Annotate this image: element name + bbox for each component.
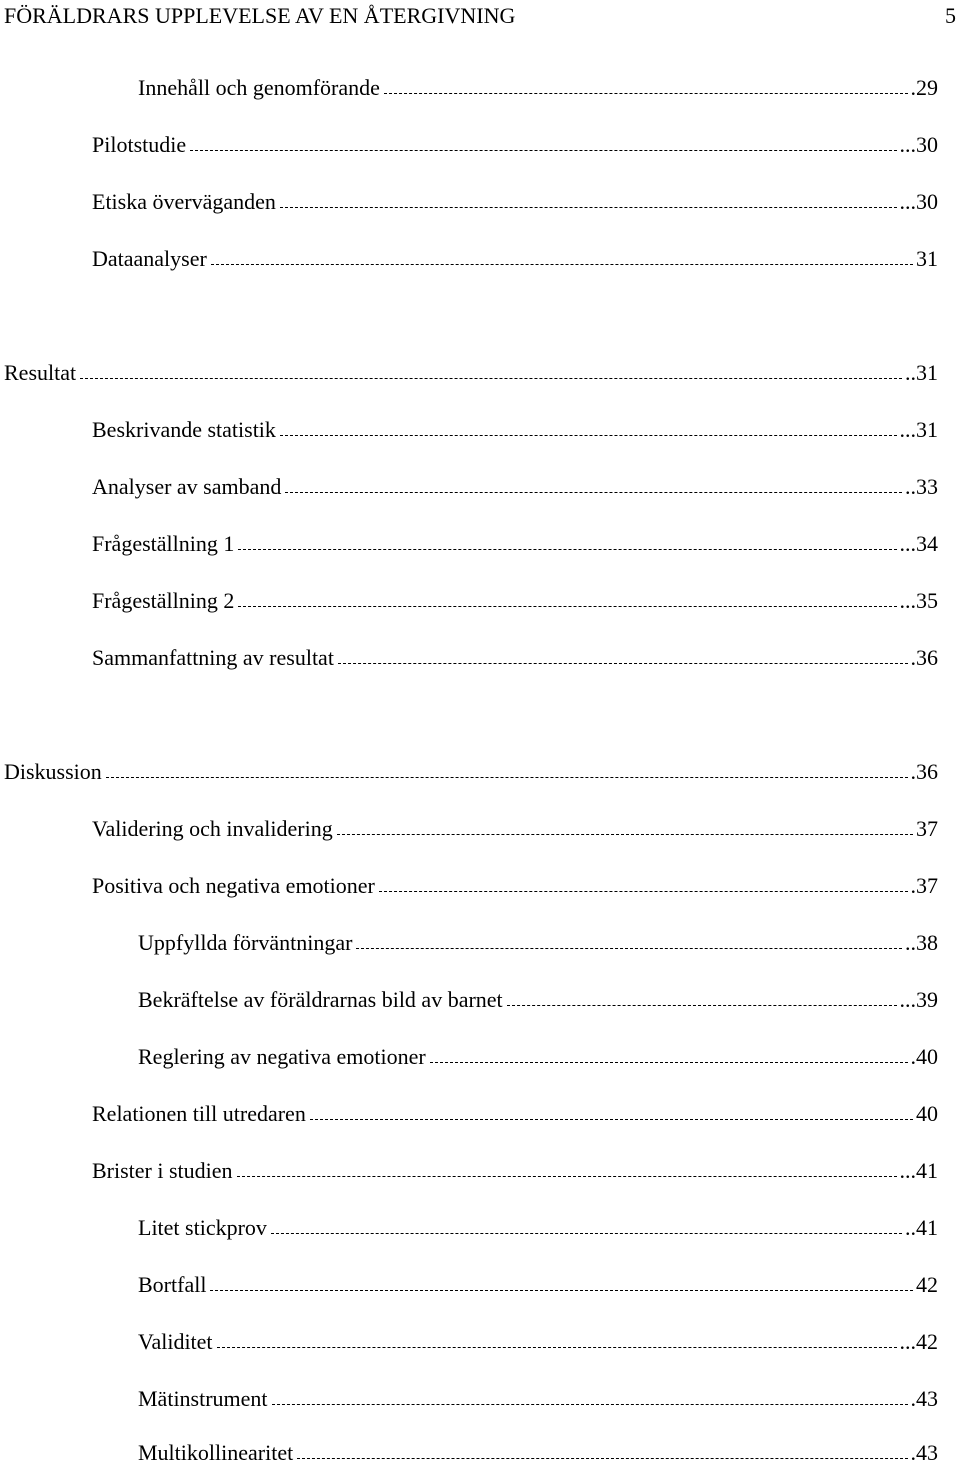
toc-entry-title: Litet stickprov	[138, 1215, 267, 1240]
toc-entry-title: Beskrivande statistik	[92, 417, 276, 442]
toc-entry-title: Validitet	[138, 1329, 213, 1354]
toc-entry	[138, 1327, 938, 1357]
toc-entry	[4, 757, 938, 787]
toc-entry-title: Frågeställning 2	[92, 588, 235, 613]
toc-entry-title: Diskussion	[4, 759, 102, 784]
toc-entry-title: Frågeställning 1	[92, 531, 235, 556]
toc-entry	[138, 985, 938, 1015]
dot-leader	[80, 378, 902, 379]
dot-leader	[337, 834, 913, 835]
page-number: 5	[945, 3, 956, 28]
toc-entry-title: Positiva och negativa emotioner	[92, 873, 375, 898]
toc-entry	[4, 358, 938, 388]
toc-entry	[138, 1270, 938, 1300]
toc-entry-title: Validering och invalidering	[92, 816, 333, 841]
toc-entry	[138, 73, 938, 103]
toc-entry	[138, 1438, 938, 1468]
toc-entry	[138, 1042, 938, 1072]
toc-entry-page: ...30	[899, 189, 938, 214]
toc-entry	[92, 529, 938, 559]
toc-entry-page: .37	[910, 873, 938, 898]
toc-entry-title: Pilotstudie	[92, 132, 187, 157]
toc-entry	[138, 1384, 938, 1414]
toc-entry-title: Bekräftelse av föräldrarnas bild av barnet	[138, 987, 503, 1012]
dot-leader	[190, 150, 896, 151]
toc-entry-title: Brister i studien	[92, 1158, 233, 1183]
toc-entry-title: Uppfyllda förväntningar	[138, 930, 353, 955]
toc-entry-title: Resultat	[4, 360, 77, 385]
toc-entry	[92, 472, 938, 502]
toc-entry-page: .43	[910, 1386, 938, 1411]
dot-leader	[430, 1062, 908, 1063]
toc-entry	[138, 928, 938, 958]
toc-entry-title: Relationen till utredaren	[92, 1101, 306, 1126]
toc-entry-title: Dataanalyser	[92, 246, 207, 271]
toc-entry	[92, 1099, 938, 1129]
toc-entry-page: ...34	[899, 531, 938, 556]
toc-entry-page: ...30	[899, 132, 938, 157]
dot-leader	[310, 1119, 913, 1120]
toc-entry-page: .36	[910, 759, 938, 784]
toc-entry	[138, 1213, 938, 1243]
dot-leader	[210, 1290, 913, 1291]
toc-entry-title: Etiska överväganden	[92, 189, 276, 214]
toc-entry-title: Innehåll och genomförande	[138, 75, 380, 100]
toc-entry-page: ...35	[899, 588, 938, 613]
dot-leader	[297, 1458, 907, 1459]
toc-entry	[92, 814, 938, 844]
toc-entry-page: 31	[916, 246, 938, 271]
toc-entry-page: .29	[910, 75, 938, 100]
dot-leader	[238, 549, 896, 550]
dot-leader	[217, 1347, 897, 1348]
dot-leader	[285, 492, 902, 493]
dot-leader	[384, 93, 908, 94]
toc-entry-page: ..41	[905, 1215, 938, 1240]
toc-entry-title: Analyser av samband	[92, 474, 282, 499]
dot-leader	[272, 1404, 908, 1405]
toc-entry-page: ..31	[905, 360, 938, 385]
toc-entry	[92, 871, 938, 901]
toc-entry	[92, 415, 938, 445]
toc-entry	[92, 643, 938, 673]
toc-entry-page: ...31	[899, 417, 938, 442]
toc-entry-title: Reglering av negativa emotioner	[138, 1044, 426, 1069]
toc-entry-page: ..38	[905, 930, 938, 955]
dot-leader	[280, 207, 897, 208]
toc-entry-page: 37	[916, 816, 938, 841]
running-title: FÖRÄLDRARS UPPLEVELSE AV EN ÅTERGIVNING	[4, 3, 516, 28]
dot-leader	[507, 1005, 897, 1006]
dot-leader	[356, 948, 902, 949]
toc-entry-page: .43	[910, 1440, 938, 1465]
toc-entry	[92, 586, 938, 616]
toc-entry	[92, 1156, 938, 1186]
toc-entry	[92, 130, 938, 160]
dot-leader	[237, 1176, 897, 1177]
dot-leader	[280, 435, 897, 436]
toc-entry-title: Mätinstrument	[138, 1386, 268, 1411]
toc-entry-title: Bortfall	[138, 1272, 207, 1297]
toc-entry-title: Multikollinearitet	[138, 1440, 294, 1465]
toc-entry-page: 42	[916, 1272, 938, 1297]
toc-entry-title: Sammanfattning av resultat	[92, 645, 334, 670]
dot-leader	[106, 777, 908, 778]
toc-entry-page: 40	[916, 1101, 938, 1126]
toc-entry-page: .40	[910, 1044, 938, 1069]
dot-leader	[211, 264, 913, 265]
dot-leader	[379, 891, 908, 892]
dot-leader	[238, 606, 896, 607]
toc-entry-page: .36	[910, 645, 938, 670]
toc-entry-page: ...42	[899, 1329, 938, 1354]
toc-entry-page: ...39	[899, 987, 938, 1012]
toc-entry-page: ...41	[899, 1158, 938, 1183]
toc-entry	[92, 187, 938, 217]
dot-leader	[338, 663, 908, 664]
toc-entry	[92, 244, 938, 274]
toc-entry-page: ..33	[905, 474, 938, 499]
dot-leader	[271, 1233, 902, 1234]
